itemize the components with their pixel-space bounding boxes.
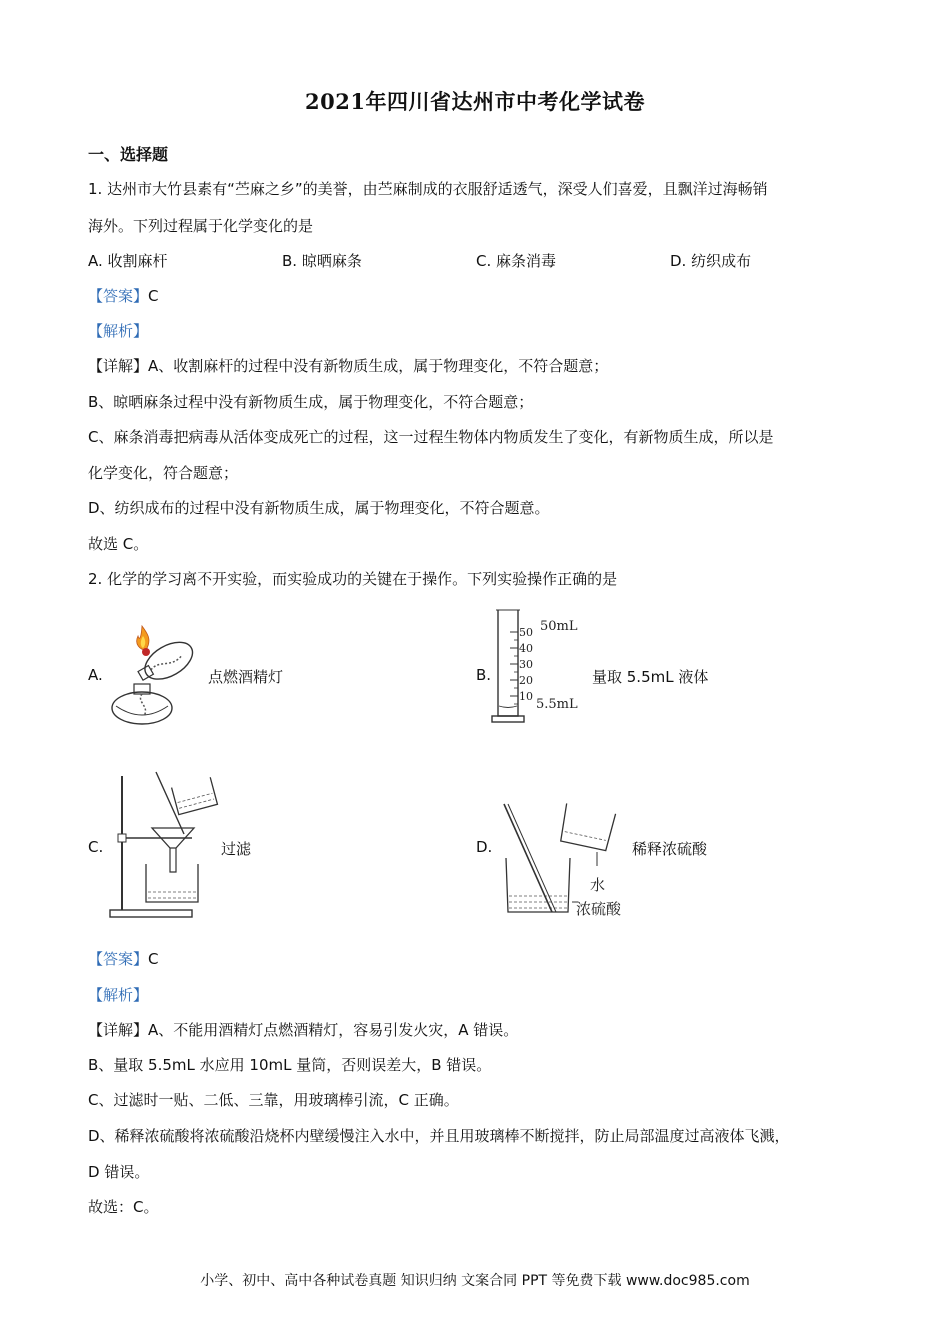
q2-option-d-letter: D. xyxy=(476,838,493,856)
section-heading: 一、选择题 xyxy=(88,145,169,164)
q1-analysis-line: 故选 C。 xyxy=(88,535,149,553)
q1-analysis-line: 【详解】A、收割麻杆的过程中没有新物质生成，属于物理变化，不符合题意； xyxy=(88,357,609,375)
cylinder-tick-label: 30 xyxy=(519,658,533,671)
q1-stem-line1: 1. 达州市大竹县素有“苎麻之乡”的美誉，由苎麻制成的衣服舒适透气，深受人们喜爱，且飘洋过海畅销 xyxy=(88,180,768,198)
q1-option-d: D. 纺织成布 xyxy=(670,252,752,270)
acid-label: 浓硫酸 xyxy=(576,900,622,918)
q2-analysis-line: C、过滤时一贴、二低、三靠，用玻璃棒引流，C 正确。 xyxy=(88,1091,459,1109)
q2-option-a-letter: A. xyxy=(88,666,103,684)
q2-option-c-letter: C. xyxy=(88,838,104,856)
q1-option-b: B. 晾晒麻条 xyxy=(282,252,362,270)
cylinder-tick-label: 50 xyxy=(519,626,533,639)
q1-answer-tag: 【答案】 xyxy=(88,287,149,305)
q2-option-b-letter: B. xyxy=(476,666,492,684)
q2-analysis-line: D 错误。 xyxy=(88,1163,150,1181)
q1-analysis-line: D、纺织成布的过程中没有新物质生成，属于物理变化，不符合题意。 xyxy=(88,499,550,517)
cylinder-capacity-label: 50mL xyxy=(540,619,578,634)
q1-analysis-line: 化学变化，符合题意； xyxy=(88,464,239,482)
alcohol-lamp-figure xyxy=(106,620,206,730)
q2-analysis-line: D、稀释浓硫酸将浓硫酸沿烧杯内壁缓慢注入水中，并且用玻璃棒不断搅拌，防止局部温度过高液体飞溅， xyxy=(88,1127,790,1145)
filtration-figure xyxy=(106,768,221,920)
q2-option-a-text: 点燃酒精灯 xyxy=(208,668,284,686)
cylinder-tick-label: 20 xyxy=(519,674,533,687)
q1-analysis-line: B、晾晒麻条过程中没有新物质生成，属于物理变化，不符合题意； xyxy=(88,393,534,411)
q1-option-a: A. 收割麻杆 xyxy=(88,252,168,270)
water-label: 水 xyxy=(590,876,606,894)
q2-option-b-text: 量取 5.5mL 液体 xyxy=(592,668,709,686)
q2-answer-tag: 【答案】 xyxy=(88,950,149,968)
cylinder-tick-label: 40 xyxy=(519,642,533,655)
q1-stem-line2: 海外。下列过程属于化学变化的是 xyxy=(88,217,314,235)
q1-option-c: C. 麻条消毒 xyxy=(476,252,557,270)
page-footer: 小学、初中、高中各种试卷真题 知识归纳 文案合同 PPT 等免费下载 www.doc985.com xyxy=(200,1273,750,1289)
q2-analysis-line: 故选：C。 xyxy=(88,1198,159,1216)
cylinder-tick-label: 10 xyxy=(519,690,533,703)
page-title: 2021年四川省达州市中考化学试卷 xyxy=(305,89,645,114)
q1-analysis-tag: 【解析】 xyxy=(88,322,149,340)
q2-answer xyxy=(88,948,159,969)
dilution-figure xyxy=(494,800,634,922)
cylinder-volume-label: 5.5mL xyxy=(536,697,578,712)
q2-analysis-line: B、量取 5.5mL 水应用 10mL 量筒，否则误差大，B 错误。 xyxy=(88,1056,492,1074)
q2-analysis-line: 【详解】A、不能用酒精灯点燃酒精灯，容易引发火灾，A 错误。 xyxy=(88,1021,519,1039)
q2-option-c-text: 过滤 xyxy=(221,840,252,858)
q1-analysis-line: C、麻条消毒把病毒从活体变成死亡的过程，这一过程生物体内物质发生了变化，有新物质生成，所以是 xyxy=(88,428,774,446)
q1-answer xyxy=(88,285,159,306)
q2-analysis-tag: 【解析】 xyxy=(88,986,149,1004)
q1-answer-value: C xyxy=(148,287,159,305)
graduated-cylinder-figure xyxy=(490,606,590,730)
q2-stem: 2. 化学的学习离不开实验，而实验成功的关键在于操作。下列实验操作正确的是 xyxy=(88,570,618,588)
q2-answer-value: C xyxy=(148,950,159,968)
q2-option-d-text: 稀释浓硫酸 xyxy=(632,840,708,858)
